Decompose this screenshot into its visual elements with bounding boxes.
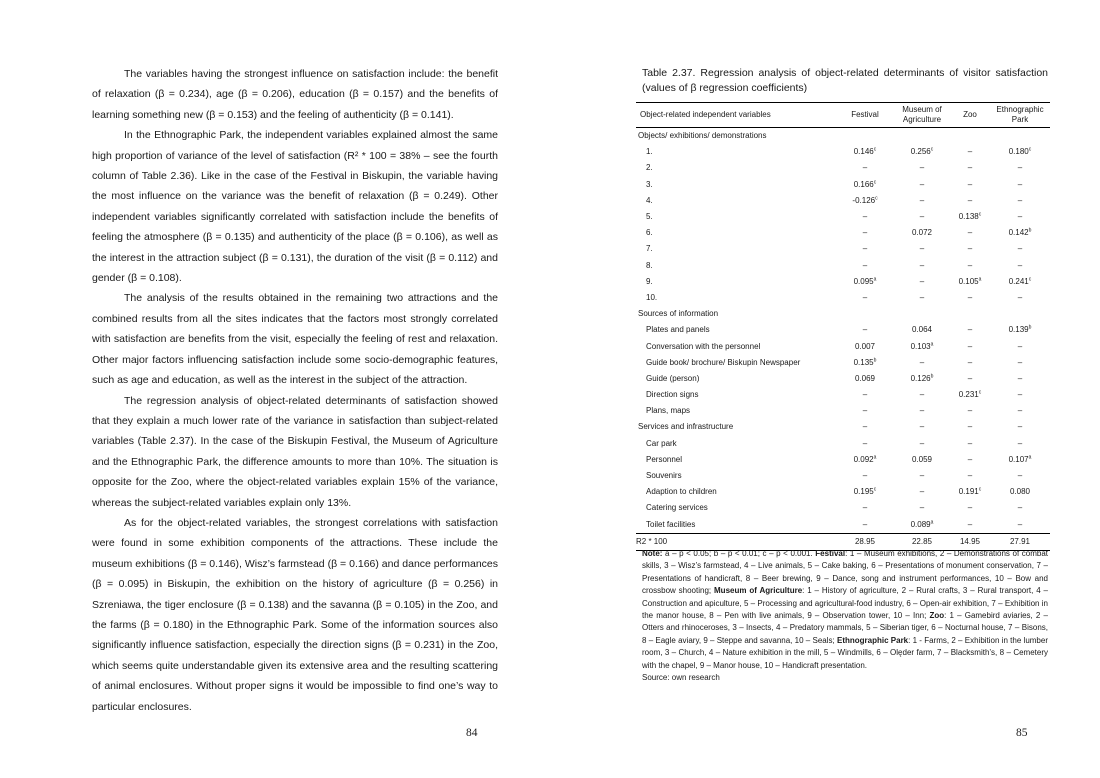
note-run: : 1 – Museum exhibitions, 2 – Demonstrations of combat skills, 3 – Wisz’s farmstead, 4 – Live animals, 5 – Cake baking, 6 – Presentations of monument conservation, 7 – Presentations of handicraft, 8 – Beer brewing, 9 – Dance, song and instrument performances, 10 – Bow and crossbow shooting;: [642, 549, 1049, 596]
significance-marker: c: [875, 195, 878, 202]
column-header: Festival: [836, 103, 894, 128]
row-label: Toilet facilities: [646, 519, 696, 529]
table-cell: –: [1017, 292, 1023, 302]
significance-marker: a: [873, 276, 877, 283]
table-cell: [894, 306, 950, 322]
row-label: 2.: [646, 163, 653, 173]
row-label: Souvenirs: [646, 471, 682, 481]
table-row: [636, 371, 1050, 387]
table-cell: –: [862, 390, 868, 400]
table-cell: 28.95: [836, 533, 894, 550]
table-cell: –: [919, 471, 925, 481]
row-label: Guide book/ brochure/ Biskupin Newspaper: [646, 357, 801, 367]
table-cell: –: [1017, 422, 1023, 432]
row-label: Objects/ exhibitions/ demonstrations: [638, 131, 767, 141]
table-row: [636, 484, 1050, 500]
table-cell: –: [919, 212, 925, 222]
significance-marker: c: [873, 486, 877, 493]
table-row: [636, 209, 1050, 225]
table-cell: 0.166$^c$: [853, 179, 877, 189]
table-cell: [894, 128, 950, 145]
table-cell: 27.91: [990, 533, 1050, 550]
row-label: 4.: [646, 195, 653, 205]
table-cell: 0.064: [911, 325, 933, 335]
column-header: Museum of Agriculture: [894, 103, 950, 128]
note-run: a – p < 0.05; b – p < 0.01; c – p < 0.001.: [662, 549, 816, 558]
column-header: Ethnographic Park: [990, 103, 1050, 128]
table-cell: 0.139$^b$: [1008, 324, 1032, 335]
table-cell: –: [919, 390, 925, 400]
table-cell: 0.191$^c$: [958, 486, 982, 497]
significance-marker: c: [1028, 276, 1032, 283]
table-cell: –: [967, 325, 973, 335]
table-cell: –: [967, 373, 973, 383]
table-cell: 0.138$^c$: [958, 211, 982, 222]
table-cell: –: [919, 244, 925, 254]
table-cell: 0.007: [854, 341, 876, 351]
significance-marker: b: [1028, 227, 1032, 234]
table-cell: –: [967, 228, 973, 238]
table-cell: –: [1017, 406, 1023, 416]
table-row: [636, 258, 1050, 274]
table-row: [636, 241, 1050, 257]
table-cell: –: [862, 471, 868, 481]
table-row: [636, 128, 1050, 145]
row-label: 8.: [646, 260, 653, 270]
table-cell: 0.092$^a$: [853, 454, 877, 464]
table-cell: –: [862, 519, 868, 529]
table-cell: –: [967, 147, 973, 157]
table-cell: –: [862, 228, 868, 238]
table-cell: –: [1017, 357, 1023, 367]
table-cell: –: [1017, 244, 1023, 254]
body-text: [92, 64, 498, 717]
row-label: Conversation with the personnel: [646, 341, 761, 351]
row-label: Direction signs: [646, 390, 699, 400]
table-cell: –: [967, 454, 973, 464]
table-cell: –: [862, 260, 868, 270]
table-row: [636, 468, 1050, 484]
significance-marker: b: [1028, 324, 1032, 331]
table-cell: –: [1017, 503, 1023, 513]
paragraph: In the Ethnographic Park, the independent variables explained almost the same high proportion of variance of the level of satisfaction (R² * 100 = 38% – see the fourth column of Table 2.36). Like in the case of the Festival in Biskupin, the variable having the most influence on the variance was the benefit of relaxation (β = 0.249). Other independent variables significantly correlated with satisfaction include the benefits of feeling the atmosphere (β = 0.135) and authenticity of the place (β = 0.106), as well as the interest in the attraction subject (β = 0.131), the duration of the visit (β = 0.112) and gender (β = 0.108).: [92, 129, 498, 285]
table-row: [636, 517, 1050, 534]
row-label: Catering services: [646, 503, 708, 513]
significance-marker: c: [1028, 146, 1032, 153]
table-cell: –: [862, 244, 868, 254]
table-cell: –: [967, 357, 973, 367]
row-label: Personnel: [646, 454, 683, 464]
table-cell: 0.231$^c$: [958, 389, 982, 400]
table-cell: 0.103$^a$: [910, 340, 934, 351]
note-bold-run: Festival: [815, 549, 846, 558]
significance-marker: a: [978, 276, 982, 283]
table-cell: –: [919, 179, 925, 189]
table-cell: 14.95: [950, 533, 990, 550]
table-cell: –: [1017, 373, 1023, 383]
page-number: 84: [466, 727, 478, 739]
table-row: [636, 355, 1050, 371]
table-cell: –: [967, 519, 973, 529]
row-label: Guide (person): [646, 373, 700, 383]
source-line: Source: own research: [642, 673, 720, 683]
row-label: 3.: [646, 179, 653, 189]
table-cell: –: [862, 406, 868, 416]
table-cell: –: [919, 422, 925, 432]
row-label: 7.: [646, 244, 653, 254]
table-cell: –: [967, 341, 973, 351]
significance-marker: a: [930, 340, 934, 347]
page-number: 85: [1016, 727, 1028, 739]
table-cell: –: [919, 260, 925, 270]
table-cell: –: [967, 503, 973, 513]
table-cell: [990, 128, 1050, 145]
table-row: [636, 387, 1050, 403]
table-cell: –: [919, 276, 925, 286]
note-run: : 1 - Farms, 2 – Exhibition in the lumber room, 3 – Church, 4 – Nature exhibition in the mill, 5 – Windmills, 6 – Olęder farm, 7 – Blacksmith’s, 8 – Cemetery with the chapel, 9 – Manor house, 10 – Handicraft presentation.: [642, 635, 1048, 670]
significance-marker: b: [873, 357, 877, 364]
table-cell: 0.195$^c$: [853, 486, 877, 497]
table-cell: –: [1017, 341, 1023, 351]
table-cell: –: [967, 292, 973, 302]
table-cell: 0.142$^b$: [1008, 227, 1032, 238]
table-cell: 0.069: [854, 373, 876, 383]
table-row: [636, 177, 1050, 193]
table-cell: –: [919, 438, 925, 448]
table-cell: –: [862, 422, 868, 432]
column-header: Object-related independent variables: [636, 103, 836, 128]
table-cell: –: [967, 244, 973, 254]
table-cell: 0.241$^c$: [1008, 276, 1032, 286]
row-label: 9.: [646, 276, 653, 286]
table-cell: [836, 306, 894, 322]
table-row: [636, 436, 1050, 452]
note-bold-run: Note:: [642, 549, 663, 558]
significance-marker: a: [930, 518, 934, 525]
table-cell: –: [967, 422, 973, 432]
table-row: [636, 144, 1050, 160]
note-bold-run: Ethnographic Park: [836, 635, 909, 645]
table-cell: –: [1017, 212, 1023, 222]
table-caption: Table 2.37. Regression analysis of object-related determinants of visitor satisfaction (values of β regression coefficients): [642, 67, 1048, 94]
table-cell: –: [967, 438, 973, 448]
table-cell: 22.85: [894, 533, 950, 550]
paragraph: The analysis of the results obtained in the remaining two attractions and the combined results from all the sites indicates that the factors most strongly correlated with satisfaction are benefits from the visit, especially the feeling of rest and relaxation. Other major factors influencing satisfaction include some socio-demographic features, such as age and education, as well as the interest in the subject of the attraction.: [92, 292, 498, 387]
table-row: [636, 306, 1050, 322]
row-label: 10.: [646, 292, 658, 302]
row-label: Car park: [646, 438, 677, 448]
significance-marker: c: [873, 179, 877, 185]
significance-marker: c: [978, 389, 982, 396]
table-cell: –: [1017, 195, 1023, 205]
note-run: : 1 – History of agriculture, 2 – Rural crafts, 3 – Rural transport, 4 – Construction and apiculture, 5 – Processing and agricultural-food industry, 6 – Open-air exhibition, 7 – Exhibition in the manor house, 8 – Pen with live animals, 9 – Observation tower, 10 – Inn;: [642, 586, 1048, 621]
table-cell: –: [919, 503, 925, 513]
significance-marker: b: [930, 373, 934, 380]
table-cell: [950, 306, 990, 322]
paragraph: The regression analysis of object-related determinants of satisfaction showed that they explain a much lower rate of the variance in satisfaction than subject-related variables (Table 2.37). In the case of the Biskupin Festival, the Museum of Agriculture and the Ethnographic Park, the difference amounts to more than 10%. The situation is opposite for the Zoo, where the object-related variables explain 15% of the variance, whereas the subject-related variables explain only 13%.: [92, 394, 498, 509]
table-cell: –: [967, 163, 973, 173]
table-header-row: [636, 103, 1050, 128]
table-cell: 0.107$^a$: [1008, 454, 1032, 464]
table-cell: –: [1017, 179, 1023, 189]
table-cell: –: [919, 487, 925, 497]
table-cell: 0.126$^b$: [910, 373, 934, 383]
significance-marker: a: [873, 454, 877, 461]
row-label: Services and infrastructure: [638, 422, 734, 432]
regression-table: [636, 102, 1050, 551]
table-body: [636, 128, 1050, 551]
row-label: Adaption to children: [646, 487, 717, 497]
table-cell: 0.135$^b$: [853, 357, 877, 367]
table-row: [636, 290, 1050, 306]
row-label: 6.: [646, 228, 653, 238]
right-page: [550, 0, 1100, 778]
table-cell: –: [1017, 260, 1023, 270]
table-cell: 0.072: [911, 228, 933, 238]
note-bold-run: Museum of Agriculture: [714, 586, 803, 596]
table-cell: –: [919, 163, 925, 173]
table-cell: –: [862, 163, 868, 173]
row-label: Plates and panels: [646, 325, 710, 335]
row-label: 5.: [646, 212, 653, 222]
table-cell: 0.059: [911, 454, 933, 464]
table-row: [636, 160, 1050, 176]
table-cell: –: [919, 406, 925, 416]
table-row: [636, 338, 1050, 354]
significance-marker: c: [873, 146, 877, 153]
row-label: Plans, maps: [646, 406, 691, 416]
table-cell: –: [862, 292, 868, 302]
table-cell: –: [967, 195, 973, 205]
table-cell: –: [862, 325, 868, 335]
significance-marker: c: [930, 146, 934, 153]
table-cell: –: [967, 471, 973, 481]
table-row: [636, 452, 1050, 468]
table-cell: 0.095$^a$: [853, 276, 877, 286]
table-cell: –: [1017, 390, 1023, 400]
table-note: [642, 548, 1048, 684]
note-bold-run: Zoo: [929, 611, 945, 621]
table-cell: 0.105$^a$: [958, 276, 982, 286]
table-cell: –: [967, 260, 973, 270]
row-label: 1.: [646, 147, 653, 157]
table-row: [636, 419, 1050, 435]
table-cell: [990, 306, 1050, 322]
table-row: [636, 193, 1050, 209]
table-cell: 0.146$^c$: [853, 146, 877, 157]
table-cell: –: [1017, 471, 1023, 481]
table-cell: 0.256$^c$: [910, 146, 934, 157]
table-row: [636, 500, 1050, 516]
table-cell: [836, 128, 894, 145]
table-cell: –: [1017, 438, 1023, 448]
note-run: : 1 – Gamebird aviaries, 2 – Otters and rhinoceroses, 3 – Insects, 4 – Predatory mammals, 5 – Siberian tiger, 6 – Nocturnal house, 7 – Bisons, 8 – Eagle aviary, 9 – Steppe and savanna, 10 – Seals;: [642, 611, 1048, 645]
paragraph: As for the object-related variables, the strongest correlations with satisfaction were found in some exhibition components of the attractions. These include the museum exhibitions (β = 0.146), Wisz’s farmstead (β = 0.166) and dance performances (β = 0.095) in Biskupin, the exhibition on the history of agriculture (β = 0.256) in Szreniawa, the tiger enclosure (β = 0.138) and the savanna (β = 0.105) in the Zoo, and the farms (β = 0.180) in the Ethnographic Park. Some of the information sources also significantly influence satisfaction, especially the direction signs (β = 0.231) in the Zoo, which seems quite understandable given its extensive area and the resulting scattering of animal enclosures. Without proper signs it would be impossible to find one’s way to particular enclosures.: [92, 516, 498, 713]
table-cell: –: [862, 438, 868, 448]
table-cell: –: [967, 179, 973, 189]
significance-marker: c: [978, 486, 982, 493]
table-cell: 0.089$^a$: [910, 518, 934, 529]
table-cell: –: [1017, 519, 1023, 529]
table-cell: -0.126$^c$: [852, 195, 878, 205]
table-cell: –: [862, 212, 868, 222]
paragraph: The variables having the strongest influence on satisfaction include: the benefit of relaxation (β = 0.234), age (β = 0.206), education (β = 0.157) and the benefits of learning something new (β = 0.153) and the feeling of authenticity (β = 0.141).: [92, 68, 498, 121]
note-text: [642, 548, 1048, 672]
table-cell: –: [862, 503, 868, 513]
significance-marker: a: [1028, 454, 1032, 461]
table-row: [636, 322, 1050, 338]
table-row: [636, 274, 1050, 290]
table-cell: –: [967, 406, 973, 416]
table-cell: –: [919, 195, 925, 205]
table-cell: 0.080: [1009, 487, 1031, 497]
table-cell: –: [1017, 163, 1023, 173]
row-label: R2 * 100: [636, 533, 836, 550]
table-cell: 0.180$^c$: [1008, 146, 1032, 157]
table-cell: [950, 128, 990, 145]
table-cell: –: [919, 292, 925, 302]
table-cell: –: [919, 357, 925, 367]
row-label: Sources of information: [638, 309, 719, 319]
table-row: [636, 403, 1050, 419]
column-header: Zoo: [950, 103, 990, 128]
significance-marker: c: [978, 211, 982, 218]
table-row: [636, 225, 1050, 241]
